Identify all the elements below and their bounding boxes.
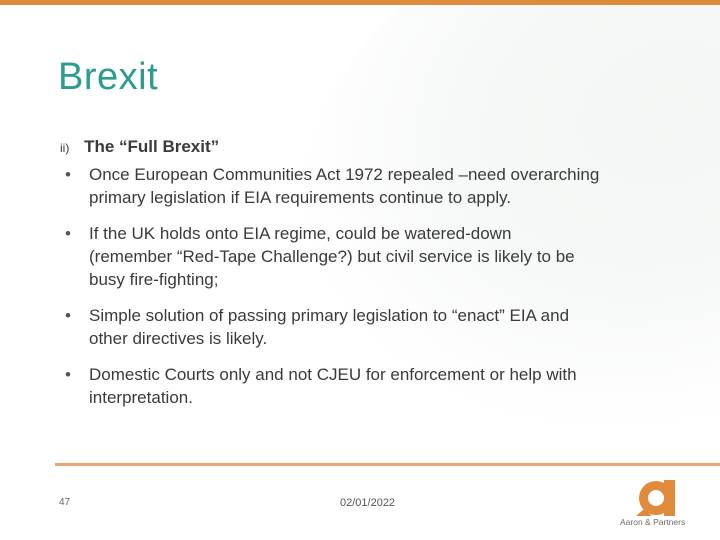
bullet-icon: • [65,306,71,325]
slide-title: Brexit [58,56,159,98]
bullet-line: other directives is likely. [89,329,268,348]
subheading-text: The “Full Brexit” [84,137,220,156]
bullet-line: Simple solution of passing primary legislation to “enact” EIA and [89,306,570,325]
subheading [60,137,219,157]
bullet-item [60,304,680,350]
subheading-number: ii) [60,141,70,155]
footer-divider [55,463,720,466]
bullet-icon: • [65,365,71,384]
bullet-line: If the UK holds onto EIA regime, could be watered-down [89,224,512,243]
bullet-line: (remember “Red-Tape Challenge?) but civil service is likely to be [89,247,575,266]
logo-caption: Aaron & Partners [620,517,686,527]
footer-date: 02/01/2022 [340,497,396,509]
bullet-line: busy fire-fighting; [89,270,219,289]
bullet-list [60,163,680,409]
bullet-item [60,222,680,291]
bullet-icon: • [65,165,71,184]
bullet-item [60,163,680,209]
bullet-line: Domestic Courts only and not CJEU for enforcement or help with [89,365,577,384]
bullet-icon: • [65,224,71,243]
bullet-item [60,363,680,409]
bullet-line: primary legislation if EIA requirements continue to apply. [89,188,512,207]
top-accent-bar [0,0,720,5]
page-number: 47 [59,497,71,508]
bullet-line: interpretation. [89,388,193,407]
bullet-line: Once European Communities Act 1972 repealed –need overarching [89,165,600,184]
